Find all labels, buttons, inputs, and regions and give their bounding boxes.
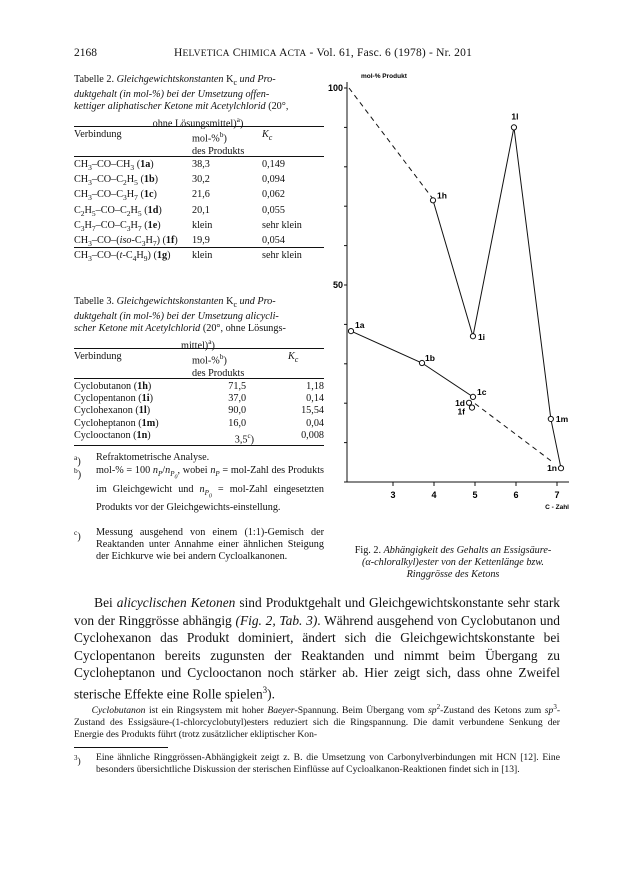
table-row bbox=[74, 174, 324, 189]
table-footnote-c: $^c$) Messung ausgehend von einem (1:1)-Gemisch der Reaktanden unter Annahme einer ähnlichen Steigung der Eichkurve wie bei andern Cycloalkanonen. bbox=[74, 527, 324, 563]
journal-title: HELVETICA CHIMICA ACTA - Vol. 61, Fasc. 6 (1978) - Nr. 201 bbox=[174, 47, 473, 59]
data-label: 1d bbox=[455, 397, 465, 408]
cell-mol-percent: klein bbox=[192, 250, 213, 262]
table3-bottom-rule bbox=[74, 445, 324, 446]
figure-2-chart bbox=[325, 70, 575, 550]
table-row bbox=[74, 381, 324, 393]
table-row bbox=[74, 405, 324, 417]
y-tick-label: 100 bbox=[327, 83, 343, 93]
table-row bbox=[74, 430, 324, 447]
table-row bbox=[74, 159, 324, 174]
cell-kc: 0,054 bbox=[262, 235, 285, 247]
cell-mol-percent: 71,5 bbox=[228, 381, 247, 392]
cell-kc: 0,04 bbox=[306, 417, 324, 429]
cell-mol-percent: 16,0 bbox=[228, 417, 247, 429]
cell-kc: 0,149 bbox=[262, 159, 285, 170]
cell-compound: $CH_3-CO-CH_3$ (1a) bbox=[74, 159, 154, 173]
table-row bbox=[74, 205, 324, 220]
table3-caption: Tabelle 3. Gleichgewichtskonstanten $K_c$ und Pro- duktgehalt (in mol-%) bei der Umsetzung alicycli- scher Ketone mit Acetylchlorid (20°, ohne Lösungs- mittel)$^a$) bbox=[74, 296, 286, 352]
x-axis-label: C - Zahl bbox=[545, 504, 569, 511]
data-point bbox=[548, 416, 553, 421]
cell-compound: Cyclohexanon (1l) bbox=[74, 405, 151, 417]
cell-mol-percent: 3,5$^c$) bbox=[234, 431, 254, 446]
footnote-separator bbox=[74, 747, 168, 748]
y-axis-label: mol-% Produkt bbox=[361, 73, 407, 80]
footnote-3: $^3$) Eine ähnliche Ringgrössen-Abhängigkeit zeigt z. B. die Umsetzung von Carbonylverbindungen mit HCN [12]. Eine besonders übersichtliche Diskussion der sterischen Einflüsse auf Cycloalkanon-Reaktionen findet sich in [13]. bbox=[74, 752, 560, 775]
cell-mol-percent: 19,9 bbox=[192, 235, 210, 247]
table3-header-rule bbox=[74, 378, 324, 379]
table-row bbox=[74, 418, 324, 430]
cell-kc: 0,062 bbox=[262, 189, 285, 201]
data-point bbox=[466, 400, 471, 405]
cell-mol-percent: 30,2 bbox=[192, 174, 210, 186]
table3-header-col3: $K_c$ bbox=[288, 351, 299, 365]
aliphatic-series-line bbox=[351, 331, 473, 397]
cell-kc: 0,14 bbox=[306, 393, 324, 405]
cell-compound: $CH_3-CO-(t-C_4H_9)$ (1g) bbox=[74, 250, 171, 264]
alicyclic-series-line bbox=[433, 127, 561, 468]
data-label: 1h bbox=[437, 190, 447, 201]
data-label: 1n bbox=[547, 463, 557, 474]
table2-header-col1: Verbindung bbox=[74, 129, 122, 140]
data-point bbox=[511, 125, 516, 130]
table-footnote-b: $^b$) mol-% = 100 $n_P/n_{P_0}$, wobei $n_P$ = mol-Zahl des Produkts im Gleichgewicht und $n_{P_0}$ = mol-Zahl eingesetzten Produkts vor der Gleichgewichts-einstellung. bbox=[74, 465, 324, 514]
cell-compound: $CH_3-CO-(iso-C_3H_7)$ (1f) bbox=[74, 235, 178, 249]
cell-compound: Cyclooctanon (1n) bbox=[74, 429, 151, 441]
cell-compound: Cyclobutanon (1h) bbox=[74, 381, 152, 392]
cell-compound: Cycloheptanon (1m) bbox=[74, 417, 159, 429]
table-footnote-a: $^a$) Refraktometrische Analyse. bbox=[74, 452, 210, 468]
table3-body bbox=[74, 381, 324, 446]
table-row bbox=[74, 189, 324, 204]
cell-mol-percent: 21,6 bbox=[192, 189, 210, 201]
cell-compound: Cyclopentanon (1i) bbox=[74, 393, 153, 405]
body-paragraph-1: Bei alicyclischen Ketonen sind Produktgehalt und Gleichgewichtskonstante sehr stark von der Ringgrösse abhängig (Fig. 2, Tab. 3). Während ausgehend von Cyclobutanon und Cyclohexanon das Produkt dominiert, ändert sich die Gleichgewichtskonstante bei Cyclopentanon bereits zugunsten der Reaktanden und nimmt beim Übergang zu Cycloheptanon und Cyclooctanon noch stärker ab. Hier zeigt sich, dass ohne Zweifel sterische Effekte eine Rolle spielen$^3$). bbox=[74, 595, 561, 702]
dashed-guide-line bbox=[349, 88, 434, 200]
table-row bbox=[74, 250, 324, 265]
y-tick-label: 50 bbox=[332, 280, 343, 290]
cell-mol-percent: 38,3 bbox=[192, 159, 210, 170]
data-label: 1c bbox=[477, 386, 487, 397]
x-tick-label: 6 bbox=[513, 490, 519, 500]
table2-caption: Tabelle 2. Gleichgewichtskonstanten $K_c$ und Pro- duktgehalt (in mol-%) bei der Umsetzung offen- kettiger aliphatischer Ketone mit Acetylchlorid (20°, ohne Lösungsmittel)$^a$) bbox=[74, 74, 289, 130]
data-point bbox=[348, 328, 353, 333]
cell-kc: 15,54 bbox=[301, 405, 324, 417]
x-tick-label: 4 bbox=[431, 490, 437, 500]
cell-compound: $C_2H_5-CO-C_2H_5$ (1d) bbox=[74, 204, 162, 218]
x-tick-label: 5 bbox=[472, 490, 478, 500]
cell-kc: 1,18 bbox=[306, 381, 324, 392]
cell-kc: 0,094 bbox=[262, 174, 285, 186]
figure-2-caption: Fig. 2. Abhängigkeit des Gehalts an Essigsäure- (α-chloralkyl)ester von der Kettenlänge bzw. Ringgrösse des Ketons bbox=[354, 545, 552, 581]
x-tick-label: 7 bbox=[554, 490, 560, 500]
data-point bbox=[430, 198, 435, 203]
table3-header-col2: mol-%$^b$) des Produkts bbox=[192, 352, 245, 379]
data-label: 1i bbox=[477, 332, 486, 343]
table3-top-rule bbox=[74, 348, 324, 349]
page-number: 2168 bbox=[74, 47, 97, 59]
cell-compound: $CH_3-CO-C_2H_5$ (1b) bbox=[74, 174, 159, 188]
table-row bbox=[74, 220, 324, 235]
cell-mol-percent: 37,0 bbox=[228, 393, 247, 405]
data-point bbox=[419, 360, 424, 365]
table2-top-rule bbox=[74, 126, 324, 127]
data-label: 1m bbox=[555, 413, 569, 424]
dashed-extrapolation-line bbox=[475, 404, 553, 463]
cell-kc: sehr klein bbox=[262, 219, 302, 231]
table2-bottom-rule bbox=[74, 247, 324, 248]
data-point bbox=[470, 334, 475, 339]
data-label: 1l bbox=[511, 111, 519, 122]
table2-header-col2: mol-%$^b$) des Produkts bbox=[192, 130, 245, 157]
cell-compound: $CH_3-CO-C_3H_7$ (1c) bbox=[74, 189, 157, 203]
cell-mol-percent: 20,1 bbox=[192, 204, 210, 216]
cell-compound: $C_3H_7-CO-C_3H_7$ (1e) bbox=[74, 219, 161, 233]
cell-mol-percent: klein bbox=[192, 219, 213, 231]
data-label: 1f bbox=[457, 406, 465, 417]
table2-header-rule bbox=[74, 156, 324, 157]
body-paragraph-2: Cyclobutanon ist ein Ringsystem mit hoher Baeyer-Spannung. Beim Übergang vom $sp^2$-Zustand des Ketons zum $sp^3$-Zustand des Essigsäure-(1-chlorcyclobutyl)esters reduziert sich die Ringspannung. Die damit verbundene Senkung der Energie des Produkts führt (trotz zusätzlicher ekliptischer Kon- bbox=[74, 703, 561, 741]
cell-kc: 0,055 bbox=[262, 204, 285, 216]
cell-kc: 0,008 bbox=[301, 429, 324, 441]
table3-header-col1: Verbindung bbox=[74, 351, 122, 362]
data-label: 1b bbox=[425, 353, 435, 364]
table-row bbox=[74, 235, 324, 250]
table-row bbox=[74, 393, 324, 405]
cell-kc: sehr klein bbox=[262, 250, 302, 262]
table2-header-col3: $K_c$ bbox=[262, 129, 273, 143]
data-point bbox=[558, 466, 563, 471]
cell-mol-percent: 90,0 bbox=[228, 405, 247, 417]
table2-body bbox=[74, 159, 324, 266]
data-point bbox=[470, 394, 475, 399]
data-label: 1a bbox=[355, 320, 365, 331]
data-point bbox=[469, 405, 474, 410]
x-tick-label: 3 bbox=[390, 490, 396, 500]
